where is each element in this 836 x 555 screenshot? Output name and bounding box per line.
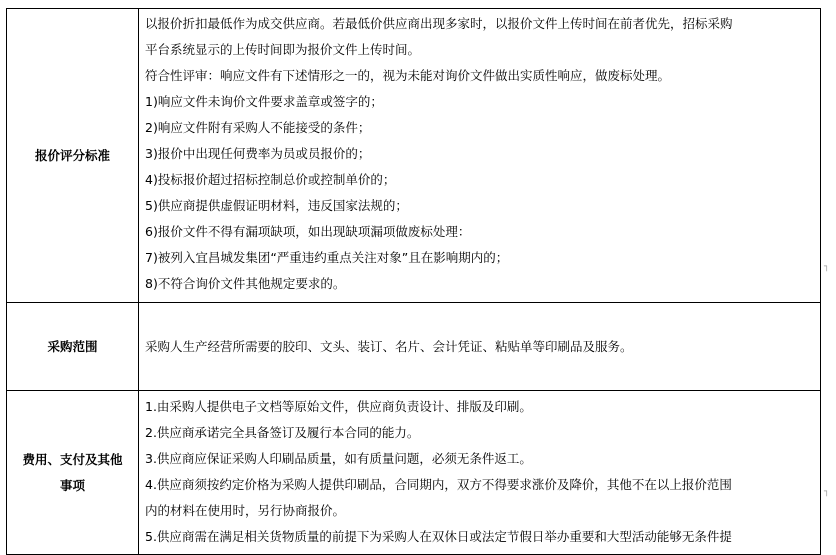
content-line: 1.由采购人提供电子文档等原始文件，供应商负责设计、排版及印刷。	[145, 399, 532, 414]
label-line: 费用、支付及其他	[22, 451, 123, 467]
document-table	[6, 8, 821, 555]
margin-tick-mark: ┐	[824, 487, 830, 497]
table-row	[7, 391, 821, 555]
content-line: 4)投标报价超过招标控制总价或控制单价的；	[145, 172, 396, 187]
row-content-fees-payment	[139, 391, 821, 555]
content-line: 5)供应商提供虚假证明材料，违反国家法规的；	[145, 198, 408, 213]
content-line: 3.供应商应保证采购人印刷品质量，如有质量问题，必须无条件返工。	[145, 451, 532, 466]
content-line: 2)响应文件附有采购人不能接受的条件；	[145, 120, 371, 135]
row-label-procurement-scope: 采购范围	[7, 303, 139, 391]
content-line: 2.供应商承诺完全具备签订及履行本合同的能力。	[145, 425, 420, 440]
content-line: 5.供应商需在满足相关货物质量的前提下为采购人在双休日或法定节假日举办重要和大型活动能够无条件提	[145, 529, 732, 544]
content-line: 3)报价中出现任何费率为员或员报价的；	[145, 146, 371, 161]
row-label-fees-payment	[7, 391, 139, 555]
content-line: 8)不符合询价文件其他规定要求的。	[145, 276, 346, 291]
content-line: 符合性评审：响应文件有下述情形之一的，视为未能对询价文件做出实质性响应，做废标处理。	[145, 68, 671, 83]
table-row	[7, 303, 821, 391]
content-line: 4.供应商须按约定价格为采购人提供印刷品，合同期内，双方不得要求涨价及降价，其他不在以上报价范围	[145, 477, 732, 492]
row-content-procurement-scope	[139, 303, 821, 391]
label-line: 事项	[59, 477, 85, 493]
content-line: 平台系统显示的上传时间即为报价文件上传时间。	[145, 42, 421, 57]
row-content-evaluation-criteria	[139, 9, 821, 303]
content-line: 内的材料在使用时，另行协商报价。	[145, 503, 346, 518]
margin-tick-mark: ┐	[824, 262, 830, 272]
content-line: 以报价折扣最低作为成交供应商。若最低价供应商出现多家时，以报价文件上传时间在前者优先，招标采购	[145, 16, 733, 31]
row-label-evaluation-criteria: 报价评分标准	[7, 9, 139, 303]
content-line: 6)报价文件不得有漏项缺项，如出现缺项漏项做废标处理：	[145, 224, 471, 239]
content-line: 1)响应文件未询价文件要求盖章或签字的；	[145, 94, 383, 109]
table-row	[7, 9, 821, 303]
content-line: 7)被列入宜昌城发集团“严重违约重点关注对象”且在影响期内的；	[145, 250, 509, 265]
content-line: 采购人生产经营所需要的胶印、文头、装订、名片、会计凭证、粘贴单等印刷品及服务。	[145, 338, 633, 354]
